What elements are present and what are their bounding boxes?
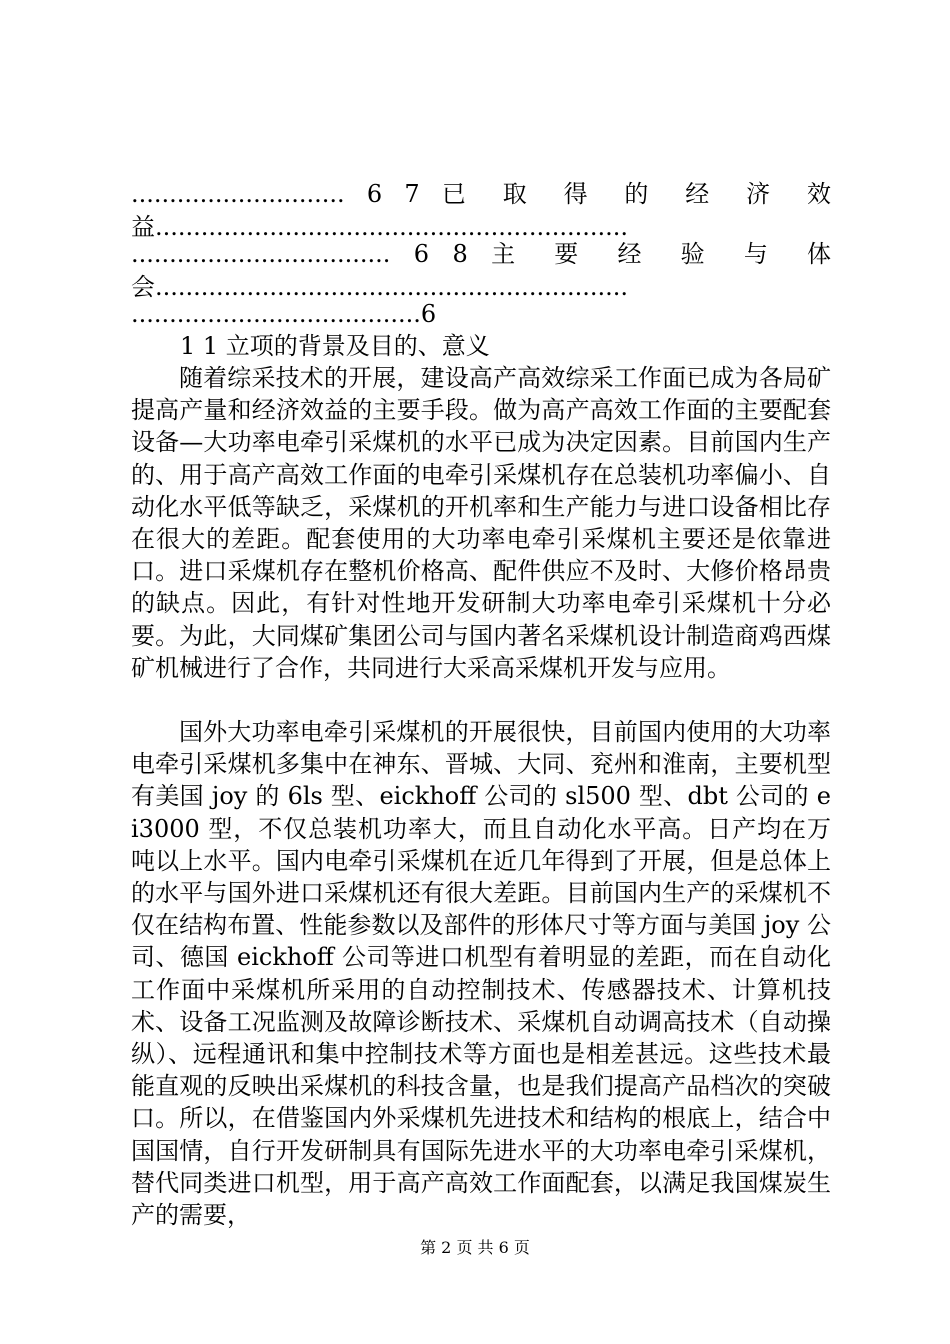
body-paragraph: 随着综采技术的开展，建设高产高效综采工作面已成为各局矿提高产量和经济效益的主要手段。做为高产高效工作面的主要配套设备—大功率电牵引采煤机的水平已成为决定因素。目前国内生产的、用于高产高效工作面的电牵引采煤机存在总装机功率偏小、自动化水平低等缺乏，采煤机的开机率和生产能力与进口设备相比存在很大的差距。配套使用的大功率电牵引采煤机主要还是依靠进口。进口采煤机存在整机价格高、配件供应不及时、大修价格昂贵的缺点。因此，有针对性地开发研制大功率电牵引采煤机十分必要。为此，大同煤矿集团公司与国内著名采煤机设计制造商鸡西煤矿机械进行了合作，共同进行大采高采煤机开发与应用。 (131, 364, 831, 682)
toc-entry-line: 益.............................................................. (131, 213, 628, 241)
toc-entry-line: 会.............................................................. (131, 273, 628, 301)
body-paragraph: 国外大功率电牵引采煤机的开展很快，目前国内使用的大功率电牵引采煤机多集中在神东、晋城、大同、兖州和淮南，主要机型有美国 joy 的 6ls 型、eickhoff 公司的 sl500 型、dbt 公司的 ei3000 型，不仅总装机功率大，而且自动化水平高。日产均在万吨以上水平。国内电牵引采煤机在近几年得到了开展，但是总体上的水平与国外进口采煤机还有很大差距。目前国内生产的采煤机不仅在结构布置、性能参数以及部件的形体尺寸等方面与美国 joy 公司、德国 eickhoff 公司等进口机型有着明显的差距，而在自动化工作面中采煤机所采用的自动控制技术、传感器技术、计算机技术、设备工况监测及故障诊断技术、采煤机自动调高技术（自动操纵）、远程通讯和集中控制技术等方面也是相差甚远。这些技术最能直观的反映出采煤机的科技含量，也是我们提高产品档次的突破口。所以，在借鉴国内外采煤机先进技术和结构的根底上，结合中国国情，自行开发研制具有国际先进水平的大功率电牵引采煤机，替代同类进口机型，用于高产高效工作面配套，以满足我国煤炭生产的需要， (131, 718, 831, 1230)
toc-entry-line: .................................. 6 8 主 要 经 验 与 体 (131, 240, 831, 268)
toc-entry-line: ......................................6 (131, 300, 437, 328)
toc-entry-line: ............................ 6 7 已 取 得 的 经 济 效 (131, 180, 831, 208)
page-number-footer: 第 2 页 共 6 页 (420, 1238, 530, 1257)
section-heading: 1 1 立项的背景及目的、意义 (180, 332, 490, 360)
